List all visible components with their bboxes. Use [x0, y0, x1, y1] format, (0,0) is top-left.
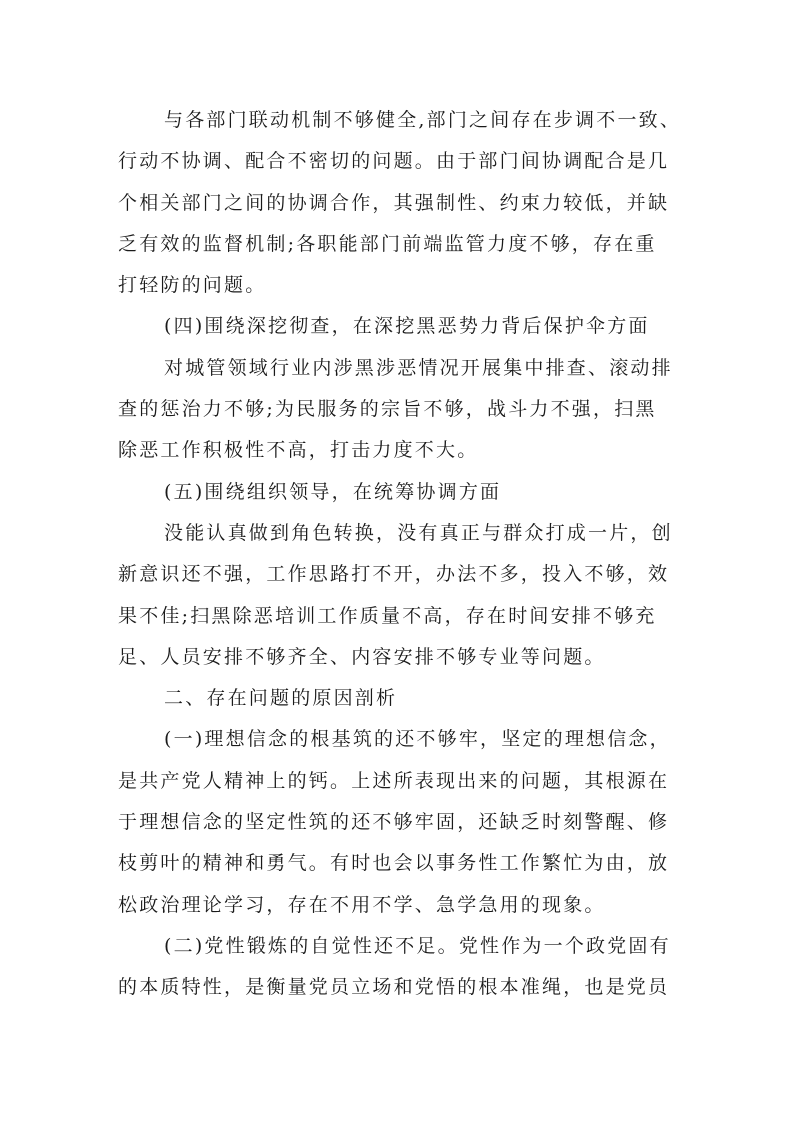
- body-text-line: 松政治理论学习，存在不用不学、急学急用的现象。: [118, 893, 606, 916]
- body-text-line: 除恶工作积极性不高，打击力度不大。: [118, 439, 479, 462]
- body-text-line: (二)党性锻炼的自觉性还不足。党性作为一个政党固有: [164, 934, 671, 957]
- body-text-line: 查的惩治力不够;为民服务的宗旨不够，战斗力不强，扫黑: [118, 398, 657, 421]
- body-text-line: 与各部门联动机制不够健全,部门之间存在步调不一致、: [164, 109, 682, 131]
- body-text-line: 是共产党人精神上的钙。上述所表现出来的问题，其根源在: [118, 769, 670, 792]
- body-text-line: 打轻防的问题。: [118, 274, 267, 297]
- section-heading-4: (四)围绕深挖彻查，在深挖黑恶势力背后保护伞方面: [164, 315, 650, 338]
- chapter-heading-2: 二、存在问题的原因剖析: [164, 687, 398, 710]
- body-text-line: 枝剪叶的精神和勇气。有时也会以事务性工作繁忙为由，放: [118, 852, 670, 875]
- section-heading-5: (五)围绕组织领导，在统筹协调方面: [164, 480, 502, 503]
- body-text-line: 没能认真做到角色转换，没有真正与群众打成一片，创: [164, 521, 673, 544]
- body-text-line: 的本质特性，是衡量党员立场和党悟的根本准绳，也是党员: [118, 976, 670, 999]
- body-text-line: 果不佳;扫黑除恶培训工作质量不高，存在时间安排不够充: [118, 604, 657, 627]
- body-text-line: 对城管领域行业内涉黑涉恶情况开展集中排查、滚动排: [164, 356, 673, 379]
- body-text-line: 乏有效的监督机制;各职能部门前端监管力度不够，存在重: [118, 232, 657, 255]
- body-text-line: 行动不协调、配合不密切的问题。由于部门间协调配合是几: [118, 150, 670, 173]
- body-text-line: 足、人员安排不够齐全、内容安排不够专业等问题。: [118, 645, 606, 668]
- document-body: [118, 100, 682, 1009]
- body-text-line: 新意识还不强，工作思路打不开，办法不多，投入不够，效: [118, 563, 670, 586]
- body-text-line: 个相关部门之间的协调合作，其强制性、约束力较低，并缺: [118, 191, 670, 214]
- body-text-line: (一)理想信念的根基筑的还不够牢，坚定的理想信念，: [164, 728, 671, 751]
- body-text-line: 于理想信念的坚定性筑的还不够牢固，还缺乏时刻警醒、修: [118, 811, 670, 834]
